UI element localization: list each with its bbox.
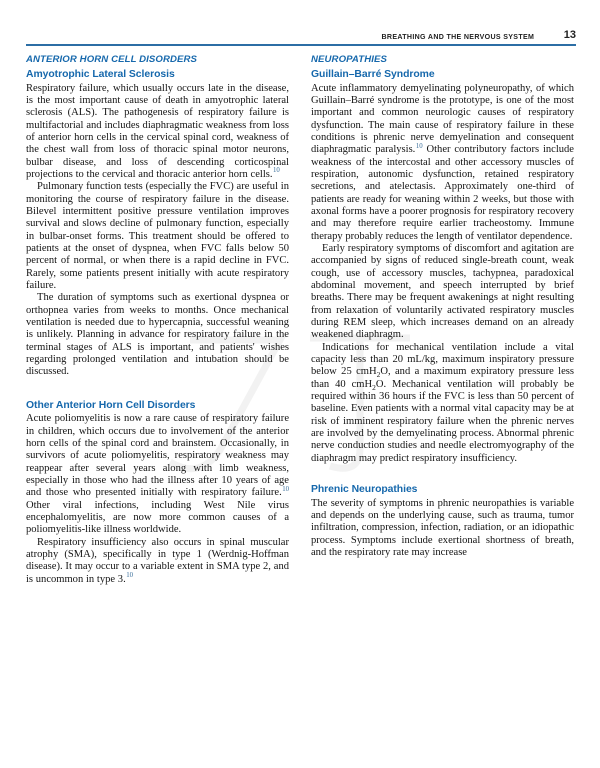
section-heading-anterior-horn-cell-disorders: ANTERIOR HORN CELL DISORDERS [26, 54, 198, 65]
paragraph-text: O, and a maximum expiratory pressure less than 40 cmH [311, 366, 574, 390]
reference-marker: 10 [273, 167, 280, 175]
paragraph-text: Respiratory failure, which usually occurs late in the disease, is the most important cause of death in amyotrophic lateral sclerosis (ALS). The pathogenesis of respiratory failure is multifactorial and includes diaphragmatic weakness from loss of anterior horn cells in the cervical spinal cord, weakness of the chest wall from loss of thoracic spinal motor neurons, bulbar disease, and loss of descending corticospinal projections to the cervical and thoracic anterior horn cells. [26, 82, 289, 180]
right-column [311, 54, 574, 754]
paragraph: Pulmonary function tests (especially the FVC) are useful in monitoring the course of respiratory failure in the disease. Bilevel intermittent positive pressure ventilation improves survival and slows decline of pulmonary function, especially in bulbar-onset forms. This treatment should be offered to patients at the onset of dyspnea, when FVC falls below 50 percent of normal, or when there is a rapid decline in FVC. Rarely, some patients present initially with acute respiratory failure. [26, 181, 289, 291]
subheading-amyotrophic-lateral-sclerosis: Amyotrophic Lateral Sclerosis [26, 68, 175, 80]
left-column [26, 54, 289, 754]
subheading-guillain-barre-syndrome: Guillain–Barré Syndrome [311, 68, 435, 80]
paragraph-text: Other viral infections, including West Nile virus encephalomyelitis, are now more common causes of a poliomyelitis-like illness worldwide. [26, 499, 289, 536]
subscript: 2 [372, 382, 376, 392]
paragraph [311, 83, 574, 243]
subheading-phrenic-neuropathies: Phrenic Neuropathies [311, 484, 418, 496]
reference-marker: 10 [282, 485, 289, 493]
paragraph-text: O. Mechanical ventilation will probably be required within 36 hours if the FVC is less than 50 percent of baseline. Even patients with a normal vital capacity may be at risk of imminent respiratory failure when the phrenic nerves are involved by the demyelinating process. Abnormal phrenic nerve conduction studies and needle electromyography of the diaphragm may predict respiratory insufficiency. [311, 378, 574, 464]
paragraph-text: Indications for mechanical ventilation include a vital capacity less than 20 mL/kg, maximum inspiratory pressure below 25 cmH [311, 341, 574, 378]
running-head-title: BREATHING AND THE NERVOUS SYSTEM [381, 32, 534, 42]
paragraph-text: Acute poliomyelitis is now a rare cause of respiratory failure in children, which occurs due to involvement of the anterior horn cells of the spinal cord and brainstem. Occasionally, in survivors of acute poliomyelitis, respiratory weakness may reappear after several years along with limb weakness, especially in those who had the illness after 10 years of age and those who presented initially with respiratory failure. [26, 413, 289, 499]
two-column-body [26, 54, 574, 754]
paragraph-text: Other contributory factors include weakness of the intercostal and other accessory muscles of respiration, autonomic dysfunction, retained respiratory secretions, and atelectasis. Approximately one-third of patients are ready for weaning within 2 weeks, but those with axonal forms have a poorer prognosis for respiratory recovery and may therefore require earlier tracheostomy. Immune therapy probably reduces the length of ventilator dependence. [311, 144, 574, 242]
paragraph [26, 537, 289, 586]
running-head [26, 26, 576, 48]
paragraph-text: Respiratory insufficiency also occurs in spinal muscular atrophy (SMA), specifically in type 1 (Werdnig-Hoffman disease). It may occur to a variable extent in SMA type 2, and is uncommon in type 3. [26, 536, 289, 585]
subscript: 2 [376, 370, 381, 380]
paragraph [311, 342, 574, 465]
page-number: 13 [563, 29, 576, 41]
header-rule [26, 44, 576, 46]
paragraph: Early respiratory symptoms of discomfort and agitation are accompanied by signs of reduced single-breath count, weak cough, use of accessory muscles, tachypnea, paradoxical abdominal movement, and speech interrupted by brief breaths. There may be frequent awakenings at night resulting from relaxation of voluntarily activated respiratory muscles during REM sleep, which increases demand on an already weakened diaphragm. [311, 242, 574, 341]
paragraph-text: Acute inflammatory demyelinating polyneuropathy, of which Guillain–Barré syndrome is the prototype, is one of the most important and common neurologic causes of respiratory dysfunction. The main cause of respiratory failure in these conditions is phrenic nerve demyelination and consequent diaphragmatic paralysis. [311, 82, 574, 156]
section-heading-neuropathies: NEUROPATHIES [311, 54, 388, 65]
paragraph [26, 413, 289, 536]
subheading-other-anterior-horn-cell-disorders: Other Anterior Horn Cell Disorders [26, 399, 196, 411]
paragraph: The duration of symptoms such as exertional dyspnea or orthopnea varies from weeks to months. Once mechanical ventilation is needed due to hypercapnia, successful weaning is unlikely. Planning in advance for respiratory failure in the terminal stages of ALS is important, and patients' wishes regarding prolonged ventilation and intubation should be discussed. [26, 292, 289, 378]
reference-marker: 10 [415, 142, 423, 150]
reference-marker: 10 [126, 572, 134, 580]
paragraph [26, 83, 289, 182]
paragraph: The severity of symptoms in phrenic neuropathies is variable and depends on the underlying cause, such as trauma, tumor infiltration, compression, infection, radiation, or an idiopathic process. Symptoms include exertional shortness of breath, and the respiratory rate may increase [311, 497, 574, 559]
